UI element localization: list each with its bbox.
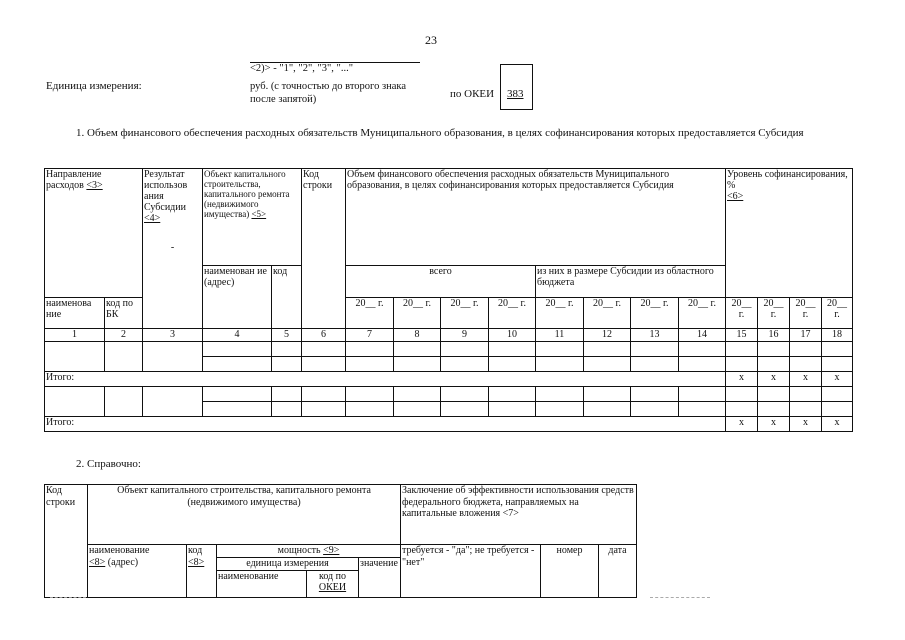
header-result-ref: <4>: [144, 213, 161, 224]
t2-header-date: дата: [599, 545, 637, 598]
header-object: [203, 169, 302, 266]
year-bottom: г.: [834, 309, 840, 320]
year-top: 20__: [827, 298, 847, 309]
header-total: всего: [346, 266, 536, 298]
col-number: 15: [726, 329, 758, 342]
section1-title: 1. Объем финансового обеспечения расходных обязательств Муниципального образования, в целях софинансирования которых предоставляется Субсидия: [76, 127, 804, 139]
unit-description: руб. (с точностью до второго знака после запятой): [250, 81, 407, 105]
x-mark: x: [758, 372, 790, 387]
year-cell: 20__ г.: [536, 298, 584, 329]
t2-header-code-label: код: [188, 545, 203, 556]
header-subsidy: из них в размере Субсидии из областного бюджета: [536, 266, 726, 298]
t2-header-number: номер: [541, 545, 599, 598]
col-number: 18: [822, 329, 853, 342]
t2-header-conclusion: Заключение об эффективности использования средств федерального бюджета, направляемых на капитальные вложения <7>: [401, 485, 637, 545]
unit-codes-line: <2)> - "1", "2", "3", "...": [250, 62, 420, 74]
t2-header-code: [187, 545, 217, 598]
page-number: 23: [425, 33, 437, 47]
year-bottom: г.: [802, 309, 809, 320]
t2-header-name-label: наименование: [89, 545, 150, 556]
x-mark: x: [822, 417, 853, 432]
itogo-label: Итого:: [45, 417, 726, 432]
t2-header-name-ref: <8>: [89, 556, 106, 568]
x-mark: x: [822, 372, 853, 387]
year-cell: 20__ г.: [441, 298, 489, 329]
section2-title: 2. Справочно:: [76, 458, 141, 470]
header-bk-code: код по БК: [105, 298, 143, 329]
year-cell: 20__ г.: [346, 298, 394, 329]
table-row: [45, 342, 853, 357]
t2-header-unit-name: наименование: [217, 570, 307, 597]
t2-header-object: Объект капитального строительства, капитального ремонта (недвижимого имущества): [88, 485, 401, 545]
header-direction: [45, 169, 143, 298]
col-number: 8: [394, 329, 441, 342]
header-result-dash: -: [170, 242, 175, 253]
t2-header-okei-code: [307, 570, 359, 597]
col-number: 17: [790, 329, 822, 342]
year-bottom: г.: [738, 309, 745, 320]
header-level-ref: <6>: [727, 191, 744, 202]
header-object-label: Объект капитального строительства, капитального ремонта (недвижимого имущества): [204, 169, 290, 219]
t2-header-name-suffix: (адрес): [107, 556, 139, 568]
itogo-row: [45, 372, 853, 387]
header-volume: Объем финансового обеспечения расходных обязательств Муниципального образования, в целях софинансирования которых предоставляется Субсидия: [346, 169, 726, 266]
col-number: 9: [441, 329, 489, 342]
header-object-ref: <5>: [251, 209, 267, 219]
col-number: 16: [758, 329, 790, 342]
header-level-label: Уровень софинансирования, %: [727, 169, 848, 191]
year-top: 20__: [731, 298, 752, 309]
year-cell: 20__ г.: [679, 298, 726, 329]
col-number: 12: [584, 329, 631, 342]
year-cell-small: [726, 298, 758, 329]
t2-header-capacity-ref: <9>: [323, 545, 340, 556]
col-number: 3: [143, 329, 203, 342]
year-cell-small: [758, 298, 790, 329]
header-result-label: Результат использов ания Субсидии: [144, 169, 188, 213]
header-direction-ref: <3>: [86, 180, 103, 191]
year-top: 20__: [763, 298, 784, 309]
t2-okei-code-prefix: код по: [318, 570, 346, 582]
unit-label: Единица измерения:: [46, 80, 142, 92]
header-direction-label: Направление расходов: [46, 169, 102, 191]
t2-header-required: требуется - "да"; не требуется - "нет": [401, 545, 541, 598]
year-cell: 20__ г.: [584, 298, 631, 329]
header-object-code: код: [272, 266, 302, 329]
header-name-address: наименован ие (адрес): [203, 266, 272, 329]
t2-header-capacity-label: мощность: [277, 545, 321, 556]
year-cell-small: [822, 298, 853, 329]
col-number: 13: [631, 329, 679, 342]
dashed-line-right: [650, 597, 710, 598]
table-row: [45, 387, 853, 402]
col-number: 6: [302, 329, 346, 342]
header-level: [726, 169, 853, 298]
x-mark: x: [726, 417, 758, 432]
column-numbers-row: [45, 329, 853, 342]
financing-table: [44, 168, 853, 432]
itogo-row: [45, 417, 853, 432]
col-number: 11: [536, 329, 584, 342]
year-top: 20__: [795, 298, 816, 309]
year-cell-small: [790, 298, 822, 329]
x-mark: x: [726, 372, 758, 387]
t2-header-line-code: Код строки: [45, 485, 88, 598]
col-number: 4: [203, 329, 272, 342]
col-number: 1: [45, 329, 105, 342]
col-number: 14: [679, 329, 726, 342]
x-mark: x: [758, 417, 790, 432]
okei-label: по ОКЕИ: [450, 88, 495, 100]
t2-header-value: значение: [359, 558, 401, 598]
t2-header-capacity: [217, 545, 401, 558]
t2-header-code-ref: <8>: [188, 556, 205, 568]
col-number: 10: [489, 329, 536, 342]
okei-code: 383: [507, 88, 524, 100]
col-number: 7: [346, 329, 394, 342]
okei-box: [500, 64, 533, 110]
col-number: 5: [272, 329, 302, 342]
year-cell: 20__ г.: [394, 298, 441, 329]
header-name: наименова ние: [45, 298, 105, 329]
t2-okei-code-link: ОКЕИ: [318, 582, 347, 593]
col-number: 2: [105, 329, 143, 342]
year-cell: 20__ г.: [489, 298, 536, 329]
t2-header-unit: единица измерения: [217, 558, 359, 571]
header-line-code: Код строки: [302, 169, 346, 329]
year-bottom: г.: [770, 309, 777, 320]
year-cell: 20__ г.: [631, 298, 679, 329]
itogo-label: Итого:: [45, 372, 726, 387]
reference-table: [44, 484, 637, 598]
dashed-line-left: [50, 597, 86, 598]
x-mark: x: [790, 372, 822, 387]
x-mark: x: [790, 417, 822, 432]
t2-header-name: [88, 545, 187, 598]
header-result: [143, 169, 203, 329]
